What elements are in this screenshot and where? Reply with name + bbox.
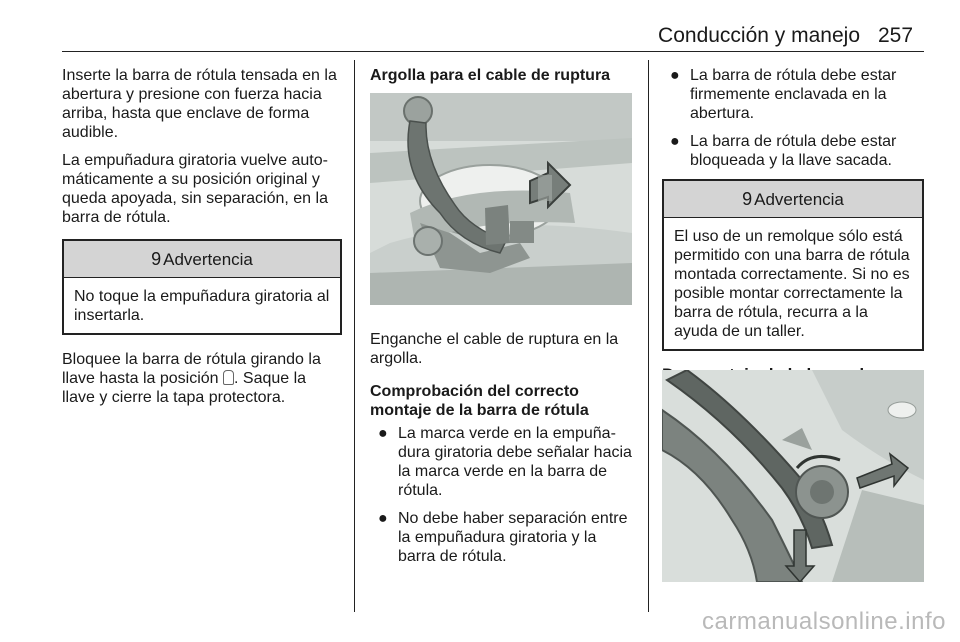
paragraph — [62, 350, 342, 407]
page-number: 257 — [878, 24, 914, 47]
heading-argolla: Argolla para el cable de ruptura — [370, 67, 611, 84]
warning-text: El uso de un remolque sólo está permitido con una barra de rótula montada correctamente. Si no es posible montar correctamente la barra de rótula, recurra a la ayuda de un taller. — [674, 228, 910, 340]
bullet-icon: ● — [378, 425, 388, 442]
list-item — [662, 132, 924, 170]
text-span: . Saque la llave y cierre la tapa protectora. — [62, 370, 307, 406]
warning-header — [64, 241, 340, 278]
list-item-text: La marca verde en la empuña-dura giratoria debe señalar hacia la marca verde en la barra de rótula. — [398, 425, 632, 499]
warning-header — [664, 181, 922, 218]
bullet-icon: ● — [670, 133, 680, 150]
list-item-text: La barra de rótula debe estar bloqueada y la llave sacada. — [690, 133, 897, 169]
column-1 — [62, 66, 342, 416]
section-title: Conducción y manejo — [658, 24, 860, 47]
column-3 — [662, 66, 924, 412]
subheading-comprobacion: Comprobación del correcto montaje de la barra de rótula — [370, 383, 589, 419]
column-divider-1 — [354, 60, 355, 612]
list-item — [370, 424, 636, 500]
column-divider-2 — [648, 60, 649, 612]
list-item-text: La barra de rótula debe estar firmemente enclavada en la abertura. — [690, 67, 897, 122]
warning-text: No toque la empuñadura giratoria al insertarla. — [74, 288, 330, 324]
bullet-icon: ● — [670, 67, 680, 84]
warning-icon: 9 — [151, 249, 162, 269]
paragraph: Inserte la barra de rótula tensada en la abertura y presione con fuerza hacia arriba, hasta que enclave de forma audible. — [62, 67, 337, 141]
list-item — [370, 509, 636, 566]
towbar-eye-illustration — [370, 93, 632, 305]
warning-box — [62, 239, 342, 335]
warning-title: Advertencia — [754, 190, 844, 209]
requirements-list — [662, 66, 924, 170]
key-position-icon — [223, 370, 234, 385]
towbar-removal-illustration — [662, 370, 924, 582]
warning-icon: 9 — [742, 189, 753, 209]
watermark: carmanualsonline.info — [702, 608, 946, 635]
bullet-icon: ● — [378, 510, 388, 527]
list-item — [662, 66, 924, 123]
paragraph: La empuñadura giratoria vuelve auto-máticamente a su posición original y queda apoyada, sin separación, en la barra de rótula. — [62, 152, 328, 226]
warning-title: Advertencia — [163, 250, 253, 269]
list-item-text: No debe haber separación entre la empuñadura giratoria y la barra de rótula. — [398, 510, 628, 565]
check-list — [370, 424, 636, 566]
warning-box — [662, 179, 924, 351]
text-span: Bloquee la barra de rótula girando la llave hasta la posición — [62, 351, 321, 387]
paragraph: Enganche el cable de ruptura en la argolla. — [370, 331, 619, 367]
header-divider — [62, 51, 924, 52]
